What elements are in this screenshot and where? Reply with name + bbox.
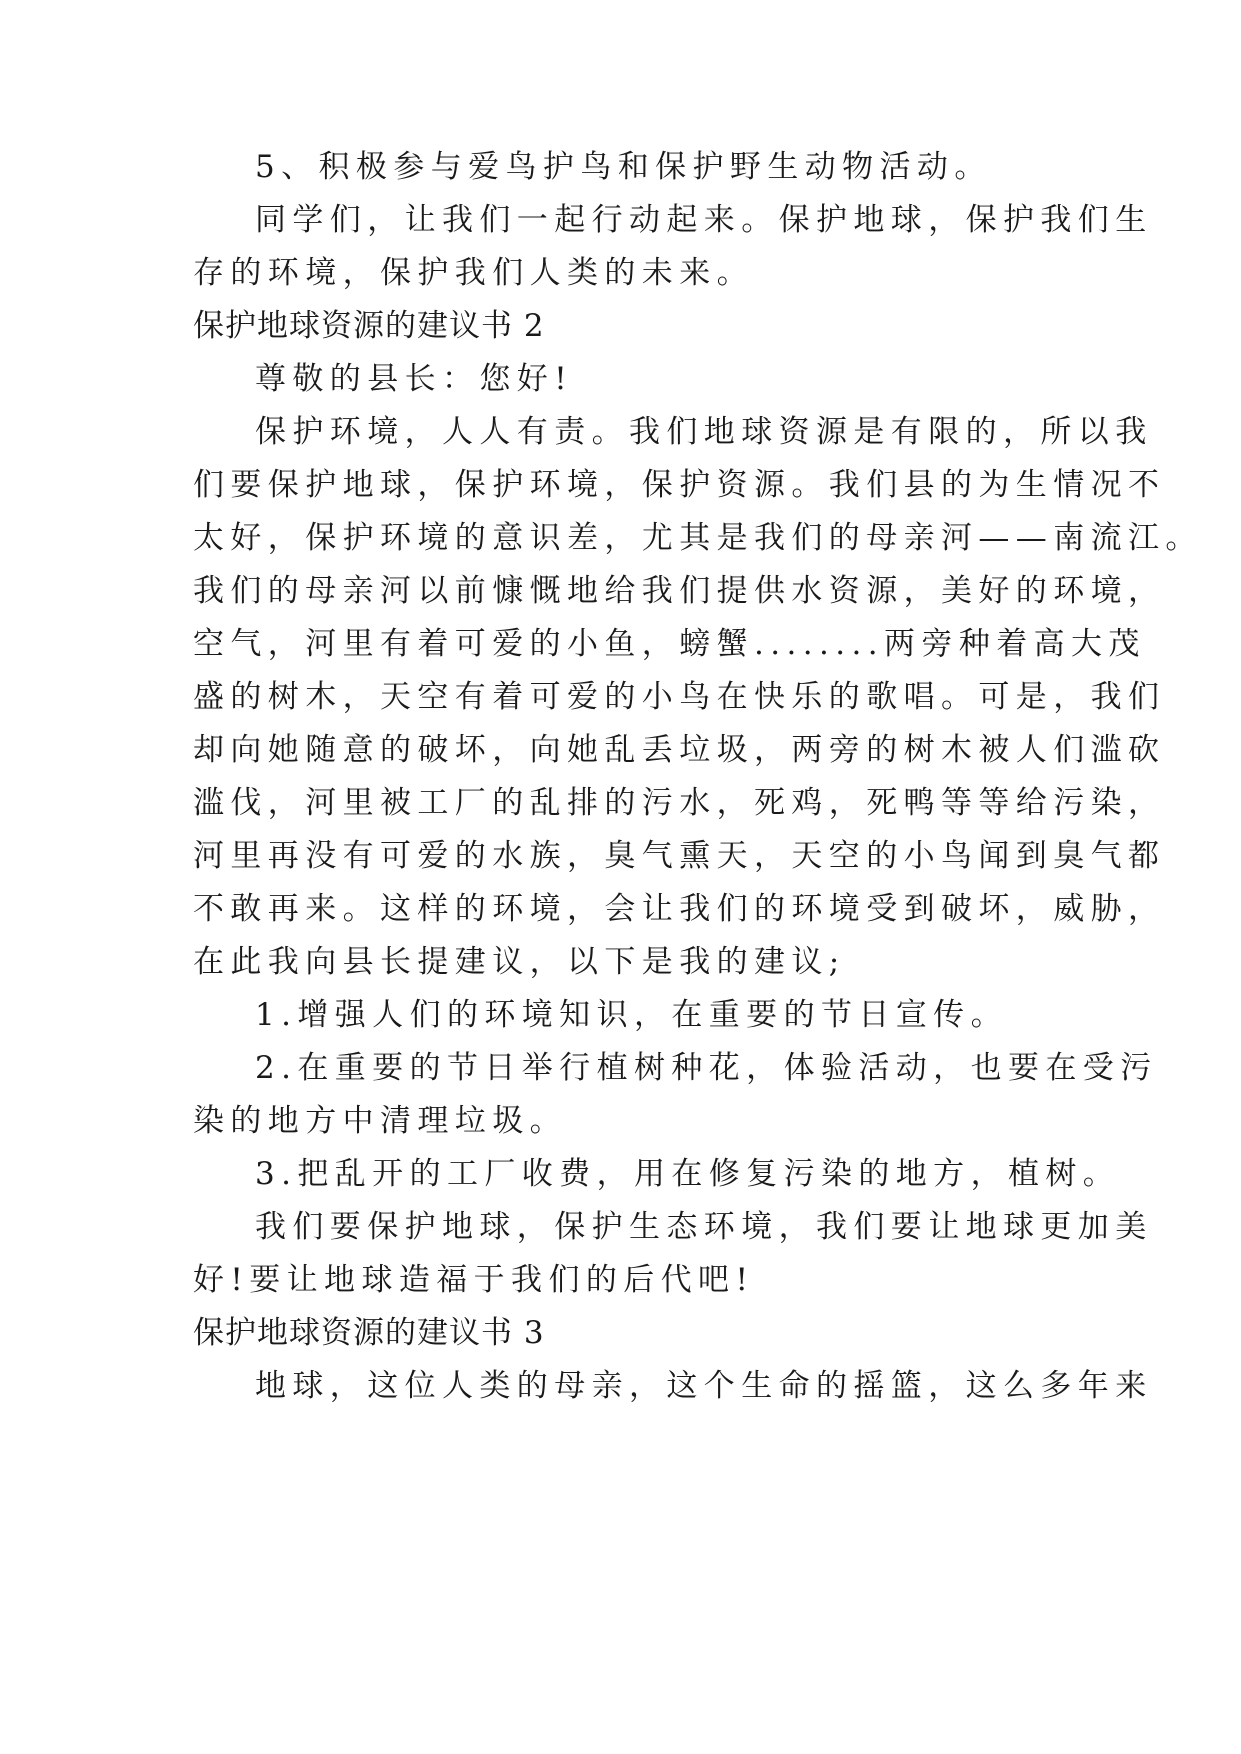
text-line: 在此我向县长提建议，以下是我的建议; [193, 944, 846, 980]
text-line: 盛的树木，天空有着可爱的小鸟在快乐的歌唱。可是，我们 [193, 679, 1166, 715]
text-line: 地球，这位人类的母亲，这个生命的摇篮，这么多年来 [255, 1368, 1153, 1404]
text-line: 同学们，让我们一起行动起来。保护地球，保护我们生 [255, 202, 1153, 238]
text-line: 我们要保护地球，保护生态环境，我们要让地球更加美 [255, 1209, 1153, 1245]
text-line: 却向她随意的破坏，向她乱丢垃圾，两旁的树木被人们滥砍 [193, 732, 1166, 768]
text-line: 5、积极参与爱鸟护鸟和保护野生动物活动。 [255, 149, 992, 185]
text-line: 河里再没有可爱的水族，臭气熏天，天空的小鸟闻到臭气都 [193, 838, 1166, 874]
section-heading: 保护地球资源的建议书 3 [193, 1315, 545, 1351]
text-line: 我们的母亲河以前慷慨地给我们提供水资源，美好的环境， [193, 573, 1166, 609]
text-line: 空气，河里有着可爱的小鱼，螃蟹........两旁种着高大茂 [193, 626, 1146, 662]
text-line: 们要保护地球，保护环境，保护资源。我们县的为生情况不 [193, 467, 1166, 503]
text-line: 染的地方中清理垃圾。 [193, 1103, 567, 1139]
text-line: 太好，保护环境的意识差，尤其是我们的母亲河——南流江。 [193, 520, 1203, 556]
text-line: 好!要让地球造福于我们的后代吧! [193, 1262, 755, 1298]
text-line: 不敢再来。这样的环境，会让我们的环境受到破坏，威胁， [193, 891, 1166, 927]
text-line: 存的环境，保护我们人类的未来。 [193, 255, 754, 291]
text-line: 保护环境，人人有责。我们地球资源是有限的，所以我 [255, 414, 1153, 450]
text-line: 3.把乱开的工厂收费，用在修复污染的地方，植树。 [255, 1156, 1121, 1192]
text-line: 1.增强人们的环境知识，在重要的节日宣传。 [255, 997, 1008, 1033]
text-line: 滥伐，河里被工厂的乱排的污水，死鸡，死鸭等等给污染， [193, 785, 1166, 821]
section-heading: 保护地球资源的建议书 2 [193, 308, 545, 344]
text-line: 2.在重要的节日举行植树种花，体验活动，也要在受污 [255, 1050, 1158, 1086]
text-line: 尊敬的县长：您好! [255, 361, 574, 397]
